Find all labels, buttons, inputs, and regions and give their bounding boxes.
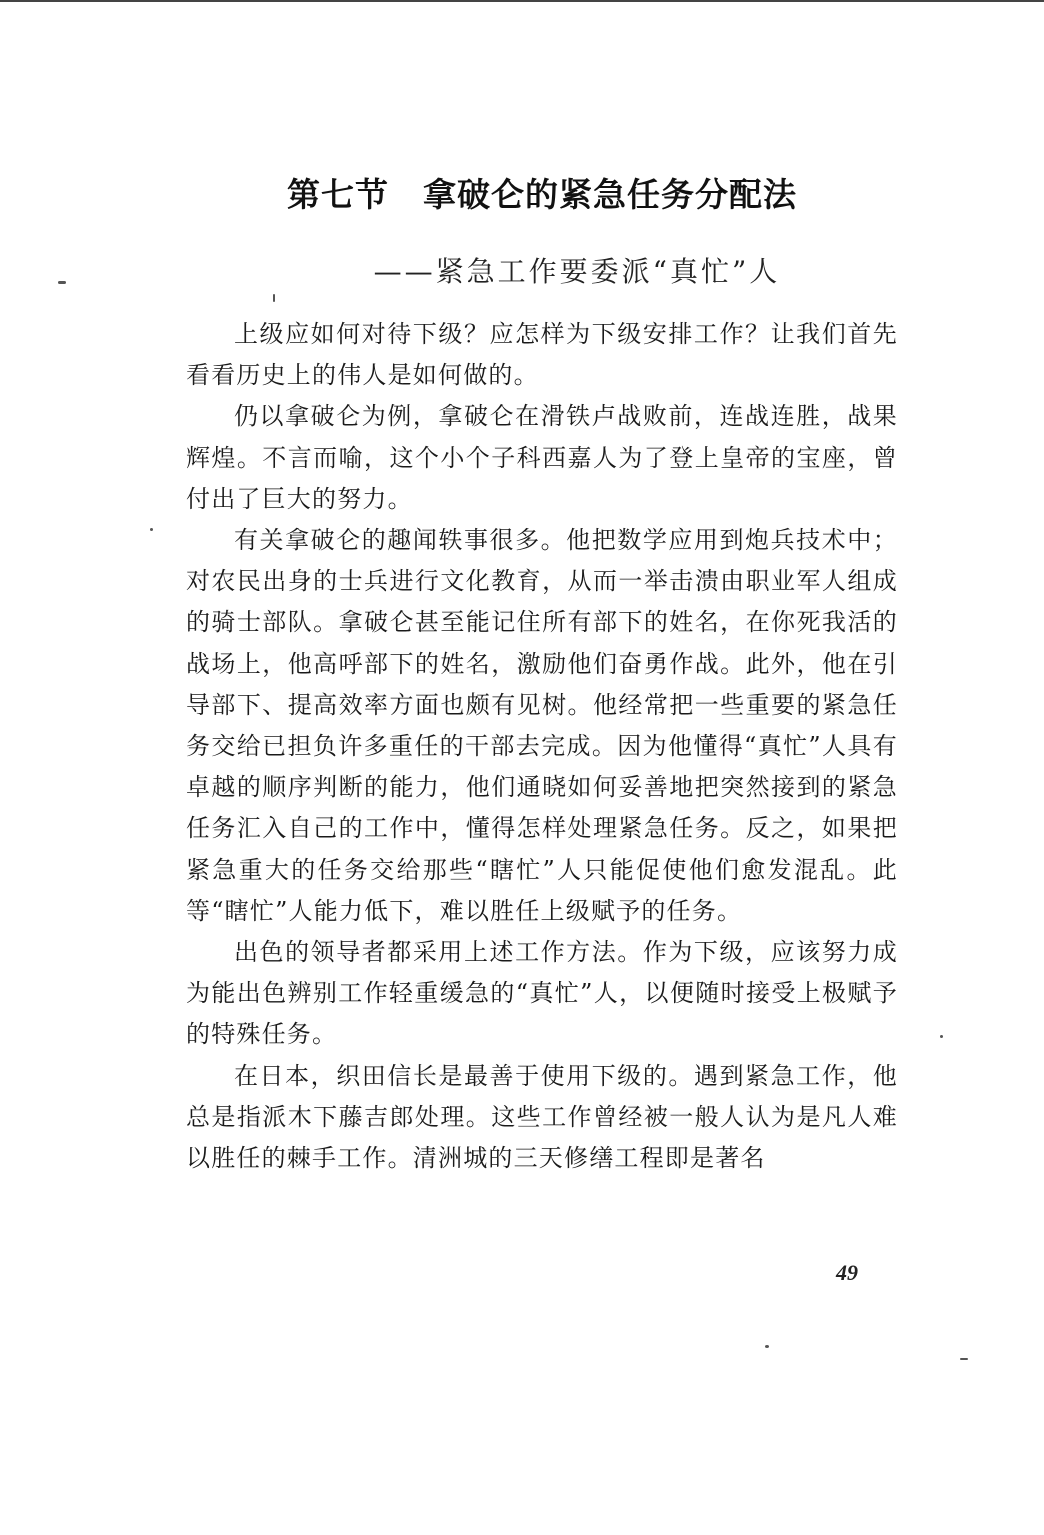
- scan-speck: [940, 1035, 943, 1038]
- paragraph: 仍以拿破仑为例，拿破仑在滑铁卢战败前，连战连胜，战果辉煌。不言而喻，这个小个子科西嘉人为了登上皇帝的宝座，曾付出了巨大的努力。: [186, 402, 898, 513]
- section-title: 第七节 拿破仑的紧急任务分配法: [287, 175, 797, 214]
- page-number: 49: [836, 1260, 858, 1285]
- scan-speck: [765, 1345, 769, 1348]
- paragraph: 上级应如何对待下级？应怎样为下级安排工作？让我们首先看看历史上的伟人是如何做的。: [186, 320, 898, 390]
- scan-speck: [273, 294, 275, 302]
- top-border-line: [0, 0, 1044, 2]
- paragraph: 有关拿破仑的趣闻轶事很多。他把数学应用到炮兵技术中；对农民出身的士兵进行文化教育，从而一举击溃由职业军人组成的骑士部队。拿破仑甚至能记住所有部下的姓名，在你死我活的战场上，他高呼部下的姓名，激励他们奋勇作战。此外，他在引导部下、提高效率方面也颇有见树。他经常把一些重要的紧急任务交给已担负许多重任的干部去完成。因为他懂得“真忙”人具有卓越的顺序判断的能力，他们通晓如何妥善地把突然接到的紧急任务汇入自己的工作中，懂得怎样处理紧急任务。反之，如果把紧急重大的任务交给那些“瞎忙”人只能促使他们愈发混乱。此等“瞎忙”人能力低下，难以胜任上级赋予的任务。: [186, 526, 898, 925]
- page-content: [186, 170, 898, 1179]
- scan-speck: [150, 528, 153, 531]
- scan-speck: [960, 1358, 968, 1360]
- body-text: [186, 314, 898, 1179]
- section-subtitle: ——紧急工作要委派“真忙”人: [373, 255, 781, 288]
- paragraph: 出色的领导者都采用上述工作方法。作为下级，应该努力成为能出色辨别工作轻重缓急的“真忙”人，以便随时接受上极赋予的特殊任务。: [186, 938, 898, 1049]
- paragraph: 在日本，织田信长是最善于使用下级的。遇到紧急工作，他总是指派木下藤吉郎处理。这些工作曾经被一般人认为是凡人难以胜任的棘手工作。清洲城的三天修缮工程即是著名: [186, 1061, 898, 1173]
- scan-speck: [58, 281, 66, 284]
